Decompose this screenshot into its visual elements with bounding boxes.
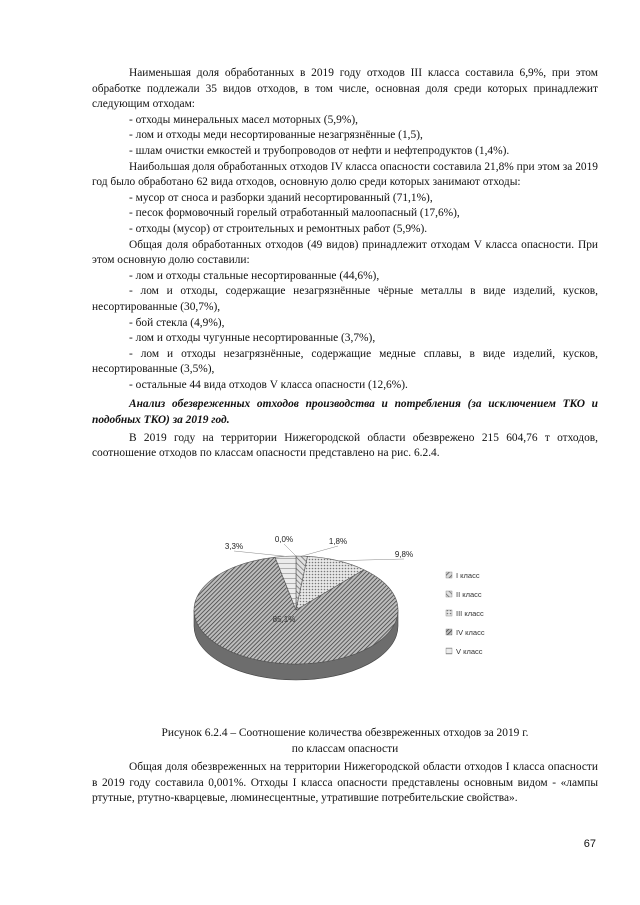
list-item: - отходы (мусор) от строительных и ремонтных работ (5,9%). — [129, 222, 428, 235]
paragraph-class-1: Общая доля обезвреженных на территории Нижегородской области отходов I класса опасности в 2019 году составила 0,001%. Отходы I класса опасности представлены основным видом - «лампы ртутные, ртутно-кварцевые, люминесцентные, утратившие потребительские свойства». — [92, 761, 598, 805]
data-label-3: 9,8% — [394, 550, 414, 559]
paragraph-neutralized: В 2019 году на территории Нижегородской области обезврежено 215 604,76 т отходов, соотношение отходов по классам опасности представлено на рис. 6.2.4. — [92, 431, 598, 460]
legend-swatch-1 — [446, 572, 452, 578]
leader-line-2 — [302, 546, 338, 556]
legend-label-4: IV класс — [456, 628, 485, 637]
list-item: - песок формовочный горелый отработанный малоопасный (17,6%), — [129, 207, 460, 220]
pie-chart-svg — [176, 528, 502, 710]
data-label-4: 85,1% — [272, 615, 296, 624]
list-item: - мусор от сноса и разборки зданий несортированный (71,1%), — [129, 191, 433, 204]
legend-label-3: III класс — [456, 609, 484, 618]
data-label-1: 0,0% — [274, 535, 294, 544]
list-item: - шлам очистки емкостей и трубопроводов от нефти и нефтепродуктов (1,4%). — [129, 144, 510, 157]
section-heading: Анализ обезвреженных отходов производства и потребления (за исключением ТКО и подобных ТКО) за 2019 год. — [92, 398, 598, 427]
legend-swatch-4 — [446, 629, 452, 635]
leader-line-3 — [338, 559, 404, 561]
list-item: - отходы минеральных масел моторных (5,9%), — [129, 113, 358, 126]
list-item: - лом и отходы, содержащие незагрязнённые чёрные металлы в виде изделий, кусков, несортированные (30,7%), — [92, 285, 598, 313]
paragraph-class-5: Общая доля обработанных отходов (49 видов) принадлежит отходам V класса опасности. При этом основную долю составили: — [92, 238, 598, 267]
figure-caption — [92, 726, 598, 757]
list-item: - лом и отходы чугунные несортированные (3,7%), — [129, 332, 376, 345]
list-item: - лом и отходы меди несортированные незагрязнённые (1,5), — [129, 129, 423, 142]
data-label-5: 3,3% — [224, 542, 244, 551]
body-text-after-figure — [92, 760, 598, 807]
paragraph-class-3: Наименьшая доля обработанных в 2019 году отходов III класса составила 6,9%, при этом обработке подлежали 35 видов отходов, в том числе, основная доля среди которых принадлежит следующим отходам: — [92, 67, 598, 111]
leader-line-5 — [234, 551, 285, 556]
legend-label-2: II класс — [456, 590, 482, 599]
legend-label-5: V класс — [456, 647, 483, 656]
pie-slices — [194, 556, 398, 680]
list-item: - лом и отходы незагрязнённые, содержащие медные сплавы, в виде изделий, кусков, несортированные (3,5%), — [92, 347, 598, 376]
page-number: 67 — [583, 838, 596, 850]
list-item: - бой стекла (4,9%), — [129, 316, 225, 329]
paragraph-class-4: Наибольшая доля обработанных отходов IV класса опасности составила 21,8% при этом за 2019 год было обработано 62 вида отходов, основную долю среди которых занимают отходы: — [92, 160, 598, 189]
legend-swatch-2 — [446, 591, 452, 597]
legend-swatch-3 — [446, 610, 452, 616]
body-text — [92, 66, 598, 462]
legend-label-1: I класс — [456, 571, 480, 580]
leader-line-1 — [284, 544, 296, 556]
caption-line-1: Рисунок 6.2.4 – Соотношение количества обезвреженных отходов за 2019 г. — [161, 727, 529, 739]
chart-legend — [446, 571, 485, 656]
list-item: - лом и отходы стальные несортированные (44,6%), — [129, 269, 380, 282]
caption-line-2: по классам опасности — [291, 742, 399, 755]
legend-swatch-5 — [446, 648, 452, 654]
pie-chart — [176, 528, 502, 710]
data-label-2: 1,8% — [328, 537, 348, 546]
list-item: - остальные 44 вида отходов V класса опасности (12,6%). — [129, 378, 408, 391]
